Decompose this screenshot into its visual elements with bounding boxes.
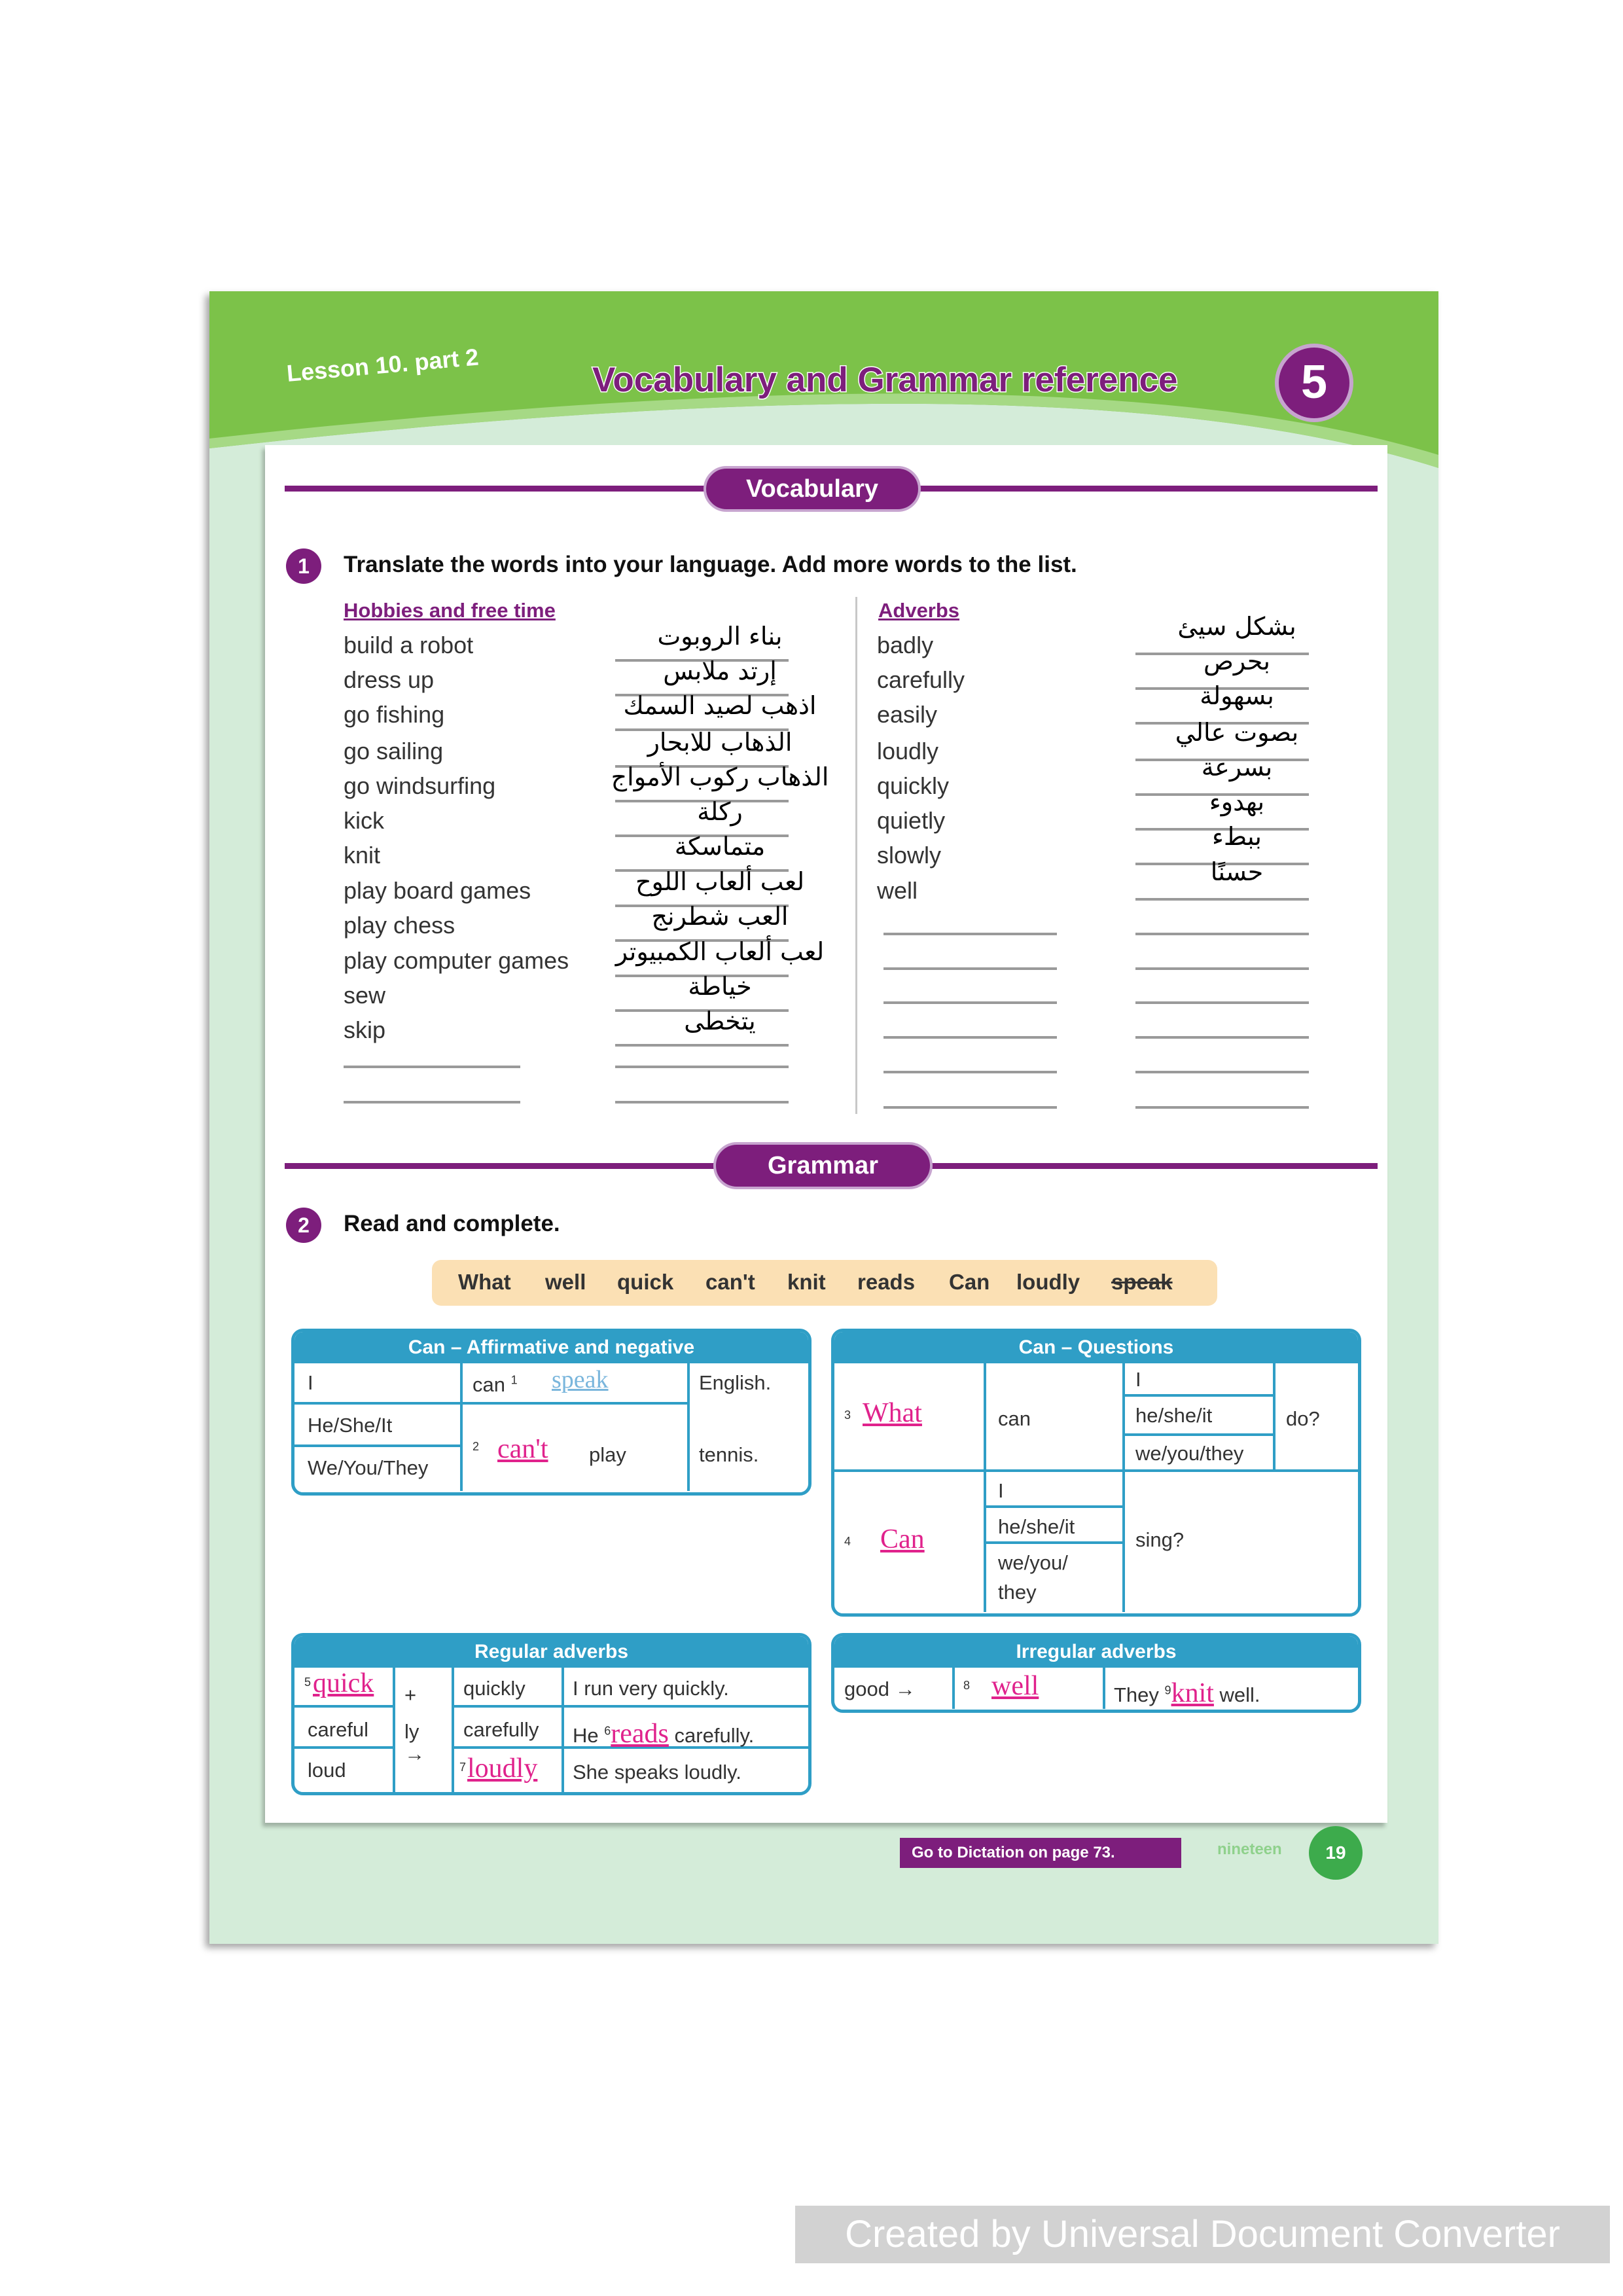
ending-sing: sing? — [1135, 1528, 1185, 1551]
extra-answer-line — [883, 933, 1057, 935]
word-bank-item: loudly — [1016, 1270, 1080, 1294]
extra-answer-line — [1135, 1036, 1309, 1039]
can-affirmative-heading: Can – Affirmative and negative — [294, 1332, 808, 1363]
exercise-1-number: 1 — [286, 548, 321, 584]
adverb-word: easily — [877, 701, 938, 728]
table-line — [834, 1469, 1358, 1472]
can-questions-heading: Can – Questions — [834, 1332, 1358, 1363]
adjective-loud: loud — [308, 1759, 346, 1782]
answer-1: speak — [552, 1366, 609, 1393]
hobby-word: go fishing — [344, 701, 445, 728]
word-bank-item: well — [545, 1270, 586, 1294]
object-tennis: tennis. — [699, 1443, 759, 1466]
hobby-word: play chess — [344, 912, 455, 939]
num-3: 3 — [844, 1408, 851, 1422]
hobby-translation: لعب ألعاب اللوح — [635, 867, 805, 896]
num-2: 2 — [473, 1440, 480, 1453]
answer-6: reads — [611, 1719, 669, 1749]
table-line — [1273, 1360, 1275, 1471]
adverbs-heading: Adverbs — [878, 599, 960, 622]
subject-i: I — [308, 1371, 313, 1394]
table-line — [687, 1360, 690, 1491]
irregular-adverbs-heading: Irregular adverbs — [834, 1636, 1358, 1668]
aux-can: can — [998, 1407, 1031, 1430]
answer-5: quick — [313, 1668, 374, 1698]
adverb-quickly: quickly — [463, 1677, 526, 1700]
hobby-word: dress up — [344, 666, 435, 693]
subject-he-she-it: he/she/it — [1135, 1404, 1213, 1427]
hobby-word: play computer games — [344, 947, 569, 974]
table-line — [460, 1360, 463, 1491]
table-line — [294, 1402, 461, 1405]
hobby-word: kick — [344, 807, 384, 834]
table-line — [452, 1664, 454, 1792]
adverb-word: quietly — [877, 807, 946, 834]
hobby-word: build a robot — [344, 632, 474, 658]
answer-8: well — [991, 1671, 1039, 1701]
subject-i: I — [1135, 1368, 1141, 1391]
adverb-translation: بحرص — [1203, 647, 1270, 675]
table-line — [294, 1444, 461, 1447]
hobby-word: play board games — [344, 877, 531, 904]
subject-we-you-they: We/You/They — [308, 1456, 429, 1479]
extra-answer-line — [344, 1101, 520, 1103]
adverb-word: badly — [877, 632, 934, 658]
hobby-word: go sailing — [344, 738, 444, 764]
hobby-word: sew — [344, 982, 386, 1009]
exercise-2-number: 2 — [286, 1208, 321, 1243]
num-7: 7 — [459, 1761, 467, 1774]
answer-9: knit — [1171, 1678, 1214, 1708]
hobby-translation: بناء الروبوت — [657, 622, 783, 651]
hobbies-heading: Hobbies and free time — [344, 599, 556, 622]
extra-answer-line — [1135, 967, 1309, 970]
adverb-word: slowly — [877, 842, 942, 869]
word-bank-item: What — [458, 1270, 511, 1294]
adverb-word: well — [877, 877, 918, 904]
table-line — [1124, 1394, 1274, 1397]
hobby-translation: خياطة — [688, 972, 752, 1001]
hobby-translation: لعب ألعاب الكمبيوتر — [615, 937, 825, 966]
extra-answer-line — [615, 1101, 789, 1103]
table-line — [985, 1541, 1124, 1544]
table-line — [952, 1664, 955, 1709]
plus-sign: + — [404, 1683, 417, 1706]
aux-can: can $^1$ — [473, 1373, 518, 1396]
hobby-translation: اذهب لصيد السمك — [623, 691, 817, 720]
subject-i: I — [998, 1479, 1004, 1502]
num-5: 5 — [304, 1676, 312, 1689]
answer-2: can't — [497, 1434, 548, 1464]
hobby-translation: الذهاب ركوب الأمواج — [611, 762, 829, 791]
irregular-adjective: good → — [844, 1677, 916, 1700]
extra-answer-line — [1135, 1071, 1309, 1073]
subject-they: they — [998, 1581, 1037, 1604]
adverb-translation: حسنًا — [1210, 857, 1264, 886]
extra-answer-line — [883, 1106, 1057, 1109]
exercise-2-instruction: Read and complete. — [344, 1211, 560, 1236]
ending-do: do? — [1286, 1407, 1320, 1430]
hobby-translation: يتخطى — [684, 1007, 756, 1035]
page-number: 19 — [1309, 1826, 1363, 1880]
table-line — [1122, 1360, 1125, 1612]
hobby-word: skip — [344, 1016, 386, 1043]
hobby-translation: الذهاب للابحار — [647, 728, 793, 757]
extra-answer-line — [1135, 1001, 1309, 1004]
extra-answer-line — [344, 1066, 520, 1068]
word-bank-item: quick — [617, 1270, 674, 1294]
subject-we-you-they: we/you/they — [1135, 1442, 1244, 1465]
adverb-word: quickly — [877, 772, 950, 799]
example-3: She speaks loudly. — [573, 1761, 741, 1784]
adjective-careful: careful — [308, 1718, 369, 1741]
word-bank-item-crossed: speak — [1111, 1270, 1173, 1294]
vocabulary-section-label: Vocabulary — [704, 466, 921, 512]
answer-line — [1135, 898, 1309, 901]
word-bank-item: reads — [857, 1270, 916, 1294]
unit-badge: 5 — [1275, 344, 1353, 422]
verb-play: play — [589, 1443, 626, 1466]
can-questions-table — [831, 1329, 1361, 1617]
example-1: I run very quickly. — [573, 1677, 729, 1700]
extra-answer-line — [883, 1001, 1057, 1004]
adverb-word: loudly — [877, 738, 939, 764]
exercise-1-instruction: Translate the words into your language. Add more words to the list. — [344, 552, 1077, 577]
num-8: 8 — [963, 1679, 971, 1692]
hobby-word: go windsurfing — [344, 772, 496, 799]
hobby-word: knit — [344, 842, 381, 869]
dictation-note: Go to Dictation on page 73. — [900, 1838, 1181, 1868]
table-line — [1103, 1664, 1105, 1709]
object-english: English. — [699, 1371, 772, 1394]
extra-answer-line — [883, 967, 1057, 970]
adverb-translation: بصوت عالي — [1175, 718, 1299, 747]
table-line — [453, 1705, 810, 1708]
page-title: Vocabulary and Grammar reference — [592, 361, 1178, 399]
hobby-translation: متماسكة — [674, 832, 766, 861]
extra-answer-line — [883, 1071, 1057, 1073]
table-line — [294, 1705, 394, 1708]
page-word: nineteen — [1217, 1840, 1282, 1858]
suffix-ly: ly — [404, 1720, 419, 1743]
table-line — [393, 1664, 395, 1792]
extra-answer-line — [615, 1066, 789, 1068]
answer-7: loudly — [467, 1753, 538, 1784]
subject-he-she-it: He/She/It — [308, 1414, 393, 1437]
adverb-translation: بسهولة — [1200, 681, 1274, 710]
grammar-section-label: Grammar — [713, 1142, 933, 1189]
hobby-translation: إرتد ملابس — [663, 656, 777, 685]
extra-answer-line — [1135, 1106, 1309, 1109]
num-4: 4 — [844, 1535, 851, 1548]
irregular-example: They $^9$knit well. — [1114, 1678, 1260, 1708]
adverb-carefully: carefully — [463, 1718, 539, 1741]
answer-3: What — [863, 1398, 922, 1428]
adverb-translation: بشكل سيئ — [1177, 612, 1296, 641]
lesson-label: Lesson 10. part 2 — [285, 343, 480, 387]
adverb-translation: بهدوء — [1209, 787, 1265, 816]
subject-we-you: we/you/ — [998, 1551, 1068, 1574]
hobby-translation: العب شطرنج — [651, 902, 789, 931]
extra-answer-line — [883, 1036, 1057, 1039]
adverb-translation: ببطء — [1212, 822, 1262, 851]
table-line — [984, 1360, 986, 1612]
subject-he-she-it: he/she/it — [998, 1515, 1075, 1538]
answer-4: Can — [880, 1524, 925, 1554]
table-line — [562, 1664, 564, 1792]
table-line — [1124, 1433, 1274, 1436]
word-bank-item: knit — [787, 1270, 826, 1294]
converter-credit: Created by Universal Document Converter — [795, 2206, 1610, 2263]
table-line — [461, 1402, 688, 1405]
extra-answer-line — [1135, 933, 1309, 935]
table-line — [985, 1505, 1124, 1508]
arrow-icon: → — [404, 1742, 425, 1765]
answer-line — [615, 1044, 789, 1047]
adverb-translation: بسرعة — [1201, 753, 1273, 781]
table-line — [294, 1746, 394, 1749]
regular-adverbs-heading: Regular adverbs — [294, 1636, 808, 1668]
adverb-word: carefully — [877, 666, 965, 693]
hobby-translation: ركلة — [697, 797, 743, 826]
word-bank-item: Can — [949, 1270, 990, 1294]
word-bank-item: can't — [705, 1270, 755, 1294]
example-2: He $^6$reads carefully. — [573, 1719, 755, 1749]
